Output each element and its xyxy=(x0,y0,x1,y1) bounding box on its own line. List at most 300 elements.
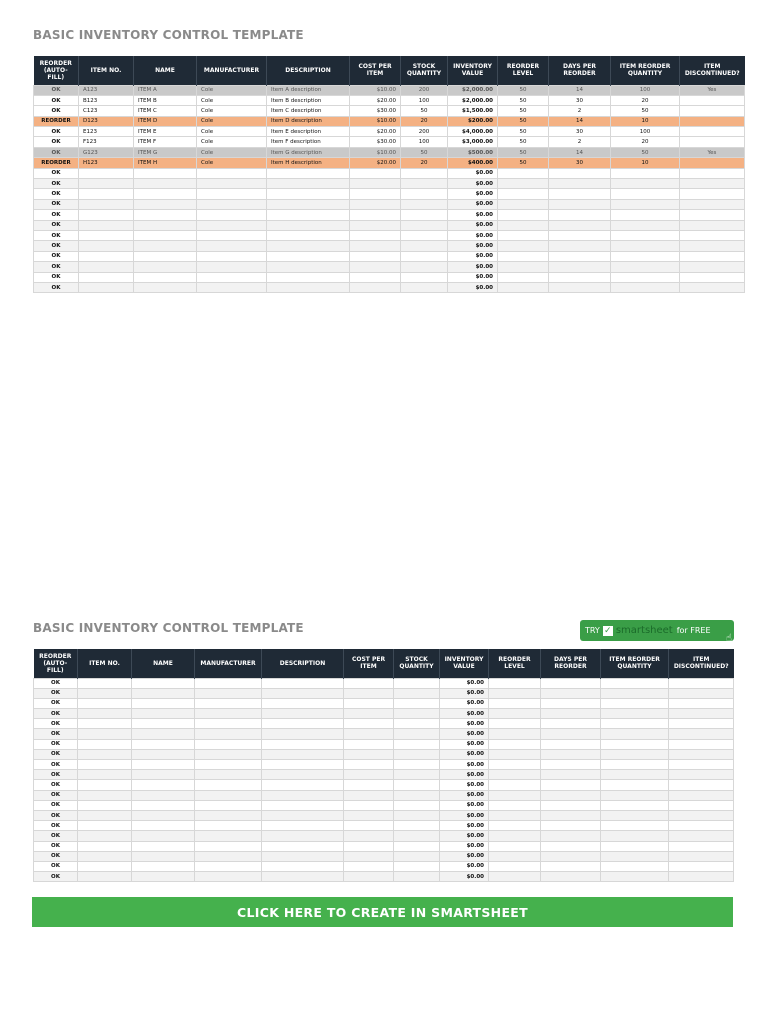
description-cell[interactable]: Item B description xyxy=(267,95,350,105)
days-per-reorder-cell[interactable] xyxy=(541,749,601,759)
stock-qty-cell[interactable] xyxy=(401,199,448,209)
reorder-qty-cell[interactable] xyxy=(601,831,669,841)
manufacturer-cell[interactable] xyxy=(195,749,262,759)
description-cell[interactable] xyxy=(267,168,350,178)
cost-cell[interactable]: $10.00 xyxy=(350,116,401,126)
description-cell[interactable] xyxy=(267,210,350,220)
reorder-level-cell[interactable] xyxy=(498,251,549,261)
discontinued-cell[interactable] xyxy=(669,841,734,851)
manufacturer-cell[interactable] xyxy=(195,760,262,770)
manufacturer-cell[interactable]: Cole xyxy=(197,147,267,157)
item-name-cell[interactable]: ITEM C xyxy=(134,106,197,116)
discontinued-cell[interactable] xyxy=(669,790,734,800)
item-no-cell[interactable] xyxy=(79,168,134,178)
discontinued-cell[interactable] xyxy=(680,95,745,105)
reorder-qty-cell[interactable] xyxy=(601,861,669,871)
description-cell[interactable]: Item H description xyxy=(267,158,350,168)
cost-cell[interactable] xyxy=(344,770,394,780)
reorder-level-cell[interactable] xyxy=(498,241,549,251)
item-no-cell[interactable] xyxy=(78,790,132,800)
reorder-qty-cell[interactable] xyxy=(601,688,669,698)
days-per-reorder-cell[interactable] xyxy=(549,199,611,209)
discontinued-cell[interactable] xyxy=(680,106,745,116)
stock-qty-cell[interactable] xyxy=(394,719,440,729)
days-per-reorder-cell[interactable] xyxy=(549,189,611,199)
cost-cell[interactable] xyxy=(350,230,401,240)
manufacturer-cell[interactable] xyxy=(195,709,262,719)
manufacturer-cell[interactable] xyxy=(197,210,267,220)
reorder-qty-cell[interactable]: 20 xyxy=(611,137,680,147)
discontinued-cell[interactable] xyxy=(680,251,745,261)
stock-qty-cell[interactable] xyxy=(394,780,440,790)
reorder-level-cell[interactable]: 50 xyxy=(498,147,549,157)
reorder-qty-cell[interactable] xyxy=(611,179,680,189)
item-no-cell[interactable]: F123 xyxy=(79,137,134,147)
reorder-qty-cell[interactable] xyxy=(601,760,669,770)
reorder-qty-cell[interactable]: 100 xyxy=(611,127,680,137)
description-cell[interactable] xyxy=(262,821,344,831)
days-per-reorder-cell[interactable] xyxy=(549,220,611,230)
manufacturer-cell[interactable] xyxy=(197,230,267,240)
discontinued-cell[interactable] xyxy=(680,127,745,137)
days-per-reorder-cell[interactable] xyxy=(549,282,611,292)
item-name-cell[interactable]: ITEM B xyxy=(134,95,197,105)
days-per-reorder-cell[interactable] xyxy=(541,698,601,708)
stock-qty-cell[interactable] xyxy=(394,841,440,851)
reorder-level-cell[interactable] xyxy=(489,709,541,719)
manufacturer-cell[interactable] xyxy=(195,790,262,800)
description-cell[interactable] xyxy=(262,790,344,800)
days-per-reorder-cell[interactable]: 14 xyxy=(549,116,611,126)
manufacturer-cell[interactable] xyxy=(197,241,267,251)
cost-cell[interactable] xyxy=(344,749,394,759)
days-per-reorder-cell[interactable] xyxy=(541,729,601,739)
item-no-cell[interactable] xyxy=(79,230,134,240)
reorder-level-cell[interactable] xyxy=(489,729,541,739)
manufacturer-cell[interactable]: Cole xyxy=(197,137,267,147)
discontinued-cell[interactable] xyxy=(669,872,734,882)
cost-cell[interactable] xyxy=(350,220,401,230)
item-name-cell[interactable] xyxy=(132,861,195,871)
description-cell[interactable]: Item A description xyxy=(267,85,350,95)
reorder-qty-cell[interactable] xyxy=(611,220,680,230)
item-name-cell[interactable] xyxy=(132,841,195,851)
stock-qty-cell[interactable] xyxy=(401,210,448,220)
item-name-cell[interactable] xyxy=(132,821,195,831)
cost-cell[interactable] xyxy=(344,688,394,698)
item-name-cell[interactable] xyxy=(132,729,195,739)
reorder-qty-cell[interactable] xyxy=(611,168,680,178)
days-per-reorder-cell[interactable] xyxy=(549,230,611,240)
stock-qty-cell[interactable] xyxy=(401,282,448,292)
item-no-cell[interactable] xyxy=(78,872,132,882)
cost-cell[interactable] xyxy=(350,282,401,292)
stock-qty-cell[interactable]: 50 xyxy=(401,106,448,116)
reorder-qty-cell[interactable]: 50 xyxy=(611,147,680,157)
description-cell[interactable] xyxy=(262,861,344,871)
reorder-level-cell[interactable] xyxy=(498,179,549,189)
stock-qty-cell[interactable] xyxy=(394,821,440,831)
manufacturer-cell[interactable] xyxy=(197,179,267,189)
item-no-cell[interactable] xyxy=(78,780,132,790)
description-cell[interactable] xyxy=(262,719,344,729)
cost-cell[interactable] xyxy=(344,821,394,831)
description-cell[interactable] xyxy=(267,251,350,261)
stock-qty-cell[interactable]: 20 xyxy=(401,158,448,168)
item-name-cell[interactable]: ITEM D xyxy=(134,116,197,126)
item-name-cell[interactable] xyxy=(134,199,197,209)
create-in-smartsheet-button[interactable]: CLICK HERE TO CREATE IN SMARTSHEET xyxy=(32,897,733,927)
stock-qty-cell[interactable] xyxy=(394,678,440,688)
discontinued-cell[interactable] xyxy=(669,861,734,871)
manufacturer-cell[interactable] xyxy=(195,841,262,851)
days-per-reorder-cell[interactable] xyxy=(541,810,601,820)
stock-qty-cell[interactable] xyxy=(394,800,440,810)
reorder-qty-cell[interactable] xyxy=(601,729,669,739)
discontinued-cell[interactable] xyxy=(669,688,734,698)
stock-qty-cell[interactable] xyxy=(394,729,440,739)
item-name-cell[interactable] xyxy=(132,770,195,780)
reorder-level-cell[interactable] xyxy=(498,220,549,230)
discontinued-cell[interactable] xyxy=(669,800,734,810)
cost-cell[interactable] xyxy=(344,841,394,851)
description-cell[interactable] xyxy=(262,841,344,851)
discontinued-cell[interactable] xyxy=(669,678,734,688)
item-no-cell[interactable]: B123 xyxy=(79,95,134,105)
stock-qty-cell[interactable] xyxy=(401,230,448,240)
item-name-cell[interactable] xyxy=(132,719,195,729)
manufacturer-cell[interactable]: Cole xyxy=(197,85,267,95)
item-no-cell[interactable] xyxy=(79,282,134,292)
discontinued-cell[interactable] xyxy=(680,137,745,147)
reorder-level-cell[interactable]: 50 xyxy=(498,158,549,168)
manufacturer-cell[interactable] xyxy=(195,739,262,749)
reorder-level-cell[interactable]: 50 xyxy=(498,116,549,126)
cost-cell[interactable] xyxy=(350,210,401,220)
item-name-cell[interactable] xyxy=(134,168,197,178)
stock-qty-cell[interactable] xyxy=(394,790,440,800)
manufacturer-cell[interactable] xyxy=(195,872,262,882)
item-name-cell[interactable] xyxy=(132,709,195,719)
cost-cell[interactable]: $30.00 xyxy=(350,106,401,116)
item-no-cell[interactable]: H123 xyxy=(79,158,134,168)
item-no-cell[interactable] xyxy=(78,760,132,770)
manufacturer-cell[interactable] xyxy=(197,272,267,282)
reorder-level-cell[interactable] xyxy=(489,698,541,708)
description-cell[interactable]: Item D description xyxy=(267,116,350,126)
item-no-cell[interactable] xyxy=(78,841,132,851)
description-cell[interactable] xyxy=(267,241,350,251)
item-name-cell[interactable] xyxy=(134,272,197,282)
description-cell[interactable] xyxy=(267,220,350,230)
cost-cell[interactable]: $20.00 xyxy=(350,95,401,105)
discontinued-cell[interactable] xyxy=(669,780,734,790)
item-no-cell[interactable]: G123 xyxy=(79,147,134,157)
item-no-cell[interactable] xyxy=(78,851,132,861)
description-cell[interactable] xyxy=(262,678,344,688)
cost-cell[interactable]: $10.00 xyxy=(350,85,401,95)
cost-cell[interactable] xyxy=(350,251,401,261)
days-per-reorder-cell[interactable] xyxy=(541,760,601,770)
item-no-cell[interactable] xyxy=(79,179,134,189)
days-per-reorder-cell[interactable] xyxy=(549,262,611,272)
reorder-level-cell[interactable] xyxy=(489,739,541,749)
cost-cell[interactable] xyxy=(350,199,401,209)
days-per-reorder-cell[interactable] xyxy=(541,872,601,882)
cost-cell[interactable] xyxy=(344,810,394,820)
stock-qty-cell[interactable] xyxy=(401,262,448,272)
manufacturer-cell[interactable] xyxy=(195,810,262,820)
manufacturer-cell[interactable] xyxy=(195,688,262,698)
item-no-cell[interactable]: D123 xyxy=(79,116,134,126)
reorder-level-cell[interactable] xyxy=(489,790,541,800)
item-no-cell[interactable] xyxy=(79,251,134,261)
days-per-reorder-cell[interactable]: 30 xyxy=(549,158,611,168)
reorder-qty-cell[interactable] xyxy=(601,749,669,759)
item-name-cell[interactable] xyxy=(132,698,195,708)
cost-cell[interactable] xyxy=(344,698,394,708)
discontinued-cell[interactable] xyxy=(669,831,734,841)
manufacturer-cell[interactable]: Cole xyxy=(197,158,267,168)
description-cell[interactable] xyxy=(267,282,350,292)
item-no-cell[interactable] xyxy=(78,800,132,810)
manufacturer-cell[interactable] xyxy=(195,770,262,780)
manufacturer-cell[interactable] xyxy=(195,831,262,841)
stock-qty-cell[interactable] xyxy=(394,688,440,698)
description-cell[interactable] xyxy=(267,272,350,282)
stock-qty-cell[interactable] xyxy=(394,770,440,780)
discontinued-cell[interactable] xyxy=(669,760,734,770)
description-cell[interactable] xyxy=(267,179,350,189)
reorder-qty-cell[interactable] xyxy=(601,739,669,749)
reorder-qty-cell[interactable] xyxy=(611,189,680,199)
reorder-level-cell[interactable] xyxy=(489,821,541,831)
item-name-cell[interactable] xyxy=(134,230,197,240)
days-per-reorder-cell[interactable] xyxy=(541,861,601,871)
manufacturer-cell[interactable] xyxy=(195,780,262,790)
cost-cell[interactable] xyxy=(344,831,394,841)
item-no-cell[interactable] xyxy=(78,810,132,820)
discontinued-cell[interactable] xyxy=(680,179,745,189)
reorder-level-cell[interactable] xyxy=(498,282,549,292)
days-per-reorder-cell[interactable] xyxy=(541,678,601,688)
cost-cell[interactable]: $20.00 xyxy=(350,158,401,168)
reorder-level-cell[interactable]: 50 xyxy=(498,127,549,137)
description-cell[interactable]: Item G description xyxy=(267,147,350,157)
description-cell[interactable] xyxy=(262,831,344,841)
reorder-level-cell[interactable] xyxy=(498,272,549,282)
stock-qty-cell[interactable]: 50 xyxy=(401,147,448,157)
discontinued-cell[interactable] xyxy=(680,168,745,178)
description-cell[interactable]: Item C description xyxy=(267,106,350,116)
discontinued-cell[interactable] xyxy=(669,821,734,831)
reorder-level-cell[interactable] xyxy=(489,872,541,882)
reorder-level-cell[interactable]: 50 xyxy=(498,95,549,105)
reorder-level-cell[interactable] xyxy=(489,810,541,820)
item-no-cell[interactable] xyxy=(79,220,134,230)
try-smartsheet-button[interactable] xyxy=(580,620,734,644)
stock-qty-cell[interactable] xyxy=(394,698,440,708)
days-per-reorder-cell[interactable]: 30 xyxy=(549,127,611,137)
item-name-cell[interactable] xyxy=(132,760,195,770)
days-per-reorder-cell[interactable] xyxy=(541,821,601,831)
discontinued-cell[interactable] xyxy=(680,220,745,230)
discontinued-cell[interactable] xyxy=(680,199,745,209)
item-name-cell[interactable] xyxy=(132,688,195,698)
reorder-qty-cell[interactable] xyxy=(601,851,669,861)
reorder-level-cell[interactable] xyxy=(489,760,541,770)
manufacturer-cell[interactable] xyxy=(197,199,267,209)
reorder-qty-cell[interactable] xyxy=(601,841,669,851)
stock-qty-cell[interactable] xyxy=(394,760,440,770)
cost-cell[interactable]: $20.00 xyxy=(350,127,401,137)
item-no-cell[interactable] xyxy=(78,861,132,871)
item-no-cell[interactable] xyxy=(78,821,132,831)
manufacturer-cell[interactable] xyxy=(195,800,262,810)
stock-qty-cell[interactable]: 20 xyxy=(401,116,448,126)
cost-cell[interactable]: $10.00 xyxy=(350,147,401,157)
discontinued-cell[interactable] xyxy=(669,719,734,729)
item-no-cell[interactable] xyxy=(79,272,134,282)
item-name-cell[interactable] xyxy=(134,262,197,272)
reorder-qty-cell[interactable] xyxy=(601,790,669,800)
discontinued-cell[interactable] xyxy=(680,230,745,240)
discontinued-cell[interactable] xyxy=(680,189,745,199)
days-per-reorder-cell[interactable] xyxy=(541,851,601,861)
item-no-cell[interactable] xyxy=(78,698,132,708)
cost-cell[interactable] xyxy=(344,872,394,882)
discontinued-cell[interactable] xyxy=(669,729,734,739)
cost-cell[interactable] xyxy=(344,800,394,810)
discontinued-cell[interactable]: Yes xyxy=(680,85,745,95)
reorder-level-cell[interactable] xyxy=(489,800,541,810)
manufacturer-cell[interactable] xyxy=(197,251,267,261)
days-per-reorder-cell[interactable]: 14 xyxy=(549,147,611,157)
stock-qty-cell[interactable]: 200 xyxy=(401,85,448,95)
cost-cell[interactable] xyxy=(344,719,394,729)
cost-cell[interactable] xyxy=(344,780,394,790)
discontinued-cell[interactable] xyxy=(680,210,745,220)
stock-qty-cell[interactable] xyxy=(401,189,448,199)
manufacturer-cell[interactable] xyxy=(197,168,267,178)
item-name-cell[interactable] xyxy=(132,749,195,759)
stock-qty-cell[interactable] xyxy=(401,179,448,189)
discontinued-cell[interactable] xyxy=(680,158,745,168)
item-no-cell[interactable] xyxy=(78,749,132,759)
manufacturer-cell[interactable] xyxy=(195,851,262,861)
reorder-level-cell[interactable] xyxy=(489,688,541,698)
item-name-cell[interactable] xyxy=(132,831,195,841)
stock-qty-cell[interactable] xyxy=(394,861,440,871)
reorder-qty-cell[interactable] xyxy=(601,770,669,780)
description-cell[interactable] xyxy=(262,770,344,780)
stock-qty-cell[interactable] xyxy=(401,168,448,178)
cost-cell[interactable] xyxy=(344,729,394,739)
stock-qty-cell[interactable] xyxy=(394,872,440,882)
days-per-reorder-cell[interactable] xyxy=(549,251,611,261)
stock-qty-cell[interactable] xyxy=(401,251,448,261)
reorder-qty-cell[interactable] xyxy=(611,210,680,220)
discontinued-cell[interactable] xyxy=(669,851,734,861)
manufacturer-cell[interactable] xyxy=(197,220,267,230)
item-name-cell[interactable]: ITEM A xyxy=(134,85,197,95)
manufacturer-cell[interactable] xyxy=(195,719,262,729)
reorder-qty-cell[interactable] xyxy=(611,251,680,261)
discontinued-cell[interactable] xyxy=(669,810,734,820)
days-per-reorder-cell[interactable] xyxy=(549,241,611,251)
days-per-reorder-cell[interactable]: 2 xyxy=(549,137,611,147)
discontinued-cell[interactable] xyxy=(680,282,745,292)
description-cell[interactable]: Item E description xyxy=(267,127,350,137)
manufacturer-cell[interactable] xyxy=(195,861,262,871)
cost-cell[interactable] xyxy=(344,790,394,800)
cost-cell[interactable] xyxy=(350,179,401,189)
manufacturer-cell[interactable] xyxy=(195,729,262,739)
reorder-level-cell[interactable] xyxy=(498,189,549,199)
manufacturer-cell[interactable] xyxy=(197,262,267,272)
reorder-qty-cell[interactable] xyxy=(601,821,669,831)
item-name-cell[interactable] xyxy=(132,851,195,861)
item-name-cell[interactable] xyxy=(134,189,197,199)
cost-cell[interactable] xyxy=(344,861,394,871)
days-per-reorder-cell[interactable] xyxy=(541,800,601,810)
description-cell[interactable] xyxy=(267,230,350,240)
reorder-qty-cell[interactable] xyxy=(601,800,669,810)
days-per-reorder-cell[interactable] xyxy=(541,831,601,841)
item-name-cell[interactable]: ITEM H xyxy=(134,158,197,168)
manufacturer-cell[interactable]: Cole xyxy=(197,127,267,137)
item-name-cell[interactable] xyxy=(132,790,195,800)
item-no-cell[interactable]: E123 xyxy=(79,127,134,137)
description-cell[interactable] xyxy=(262,810,344,820)
discontinued-cell[interactable] xyxy=(680,241,745,251)
discontinued-cell[interactable]: Yes xyxy=(680,147,745,157)
reorder-qty-cell[interactable] xyxy=(601,709,669,719)
item-no-cell[interactable] xyxy=(78,770,132,780)
stock-qty-cell[interactable] xyxy=(401,241,448,251)
days-per-reorder-cell[interactable] xyxy=(541,780,601,790)
description-cell[interactable] xyxy=(262,872,344,882)
reorder-level-cell[interactable] xyxy=(498,210,549,220)
description-cell[interactable]: Item F description xyxy=(267,137,350,147)
reorder-qty-cell[interactable]: 10 xyxy=(611,116,680,126)
cost-cell[interactable] xyxy=(350,241,401,251)
stock-qty-cell[interactable]: 100 xyxy=(401,95,448,105)
description-cell[interactable] xyxy=(262,739,344,749)
cost-cell[interactable] xyxy=(344,760,394,770)
stock-qty-cell[interactable] xyxy=(394,831,440,841)
cost-cell[interactable] xyxy=(344,851,394,861)
reorder-qty-cell[interactable] xyxy=(601,810,669,820)
days-per-reorder-cell[interactable] xyxy=(541,841,601,851)
description-cell[interactable] xyxy=(262,749,344,759)
item-name-cell[interactable] xyxy=(132,780,195,790)
stock-qty-cell[interactable] xyxy=(394,749,440,759)
reorder-level-cell[interactable] xyxy=(498,168,549,178)
reorder-qty-cell[interactable] xyxy=(611,230,680,240)
reorder-level-cell[interactable] xyxy=(489,780,541,790)
stock-qty-cell[interactable] xyxy=(394,709,440,719)
description-cell[interactable] xyxy=(267,262,350,272)
item-name-cell[interactable] xyxy=(134,210,197,220)
stock-qty-cell[interactable]: 200 xyxy=(401,127,448,137)
reorder-level-cell[interactable] xyxy=(489,851,541,861)
days-per-reorder-cell[interactable] xyxy=(541,790,601,800)
discontinued-cell[interactable] xyxy=(669,770,734,780)
reorder-level-cell[interactable]: 50 xyxy=(498,106,549,116)
cost-cell[interactable] xyxy=(350,262,401,272)
reorder-level-cell[interactable] xyxy=(498,199,549,209)
